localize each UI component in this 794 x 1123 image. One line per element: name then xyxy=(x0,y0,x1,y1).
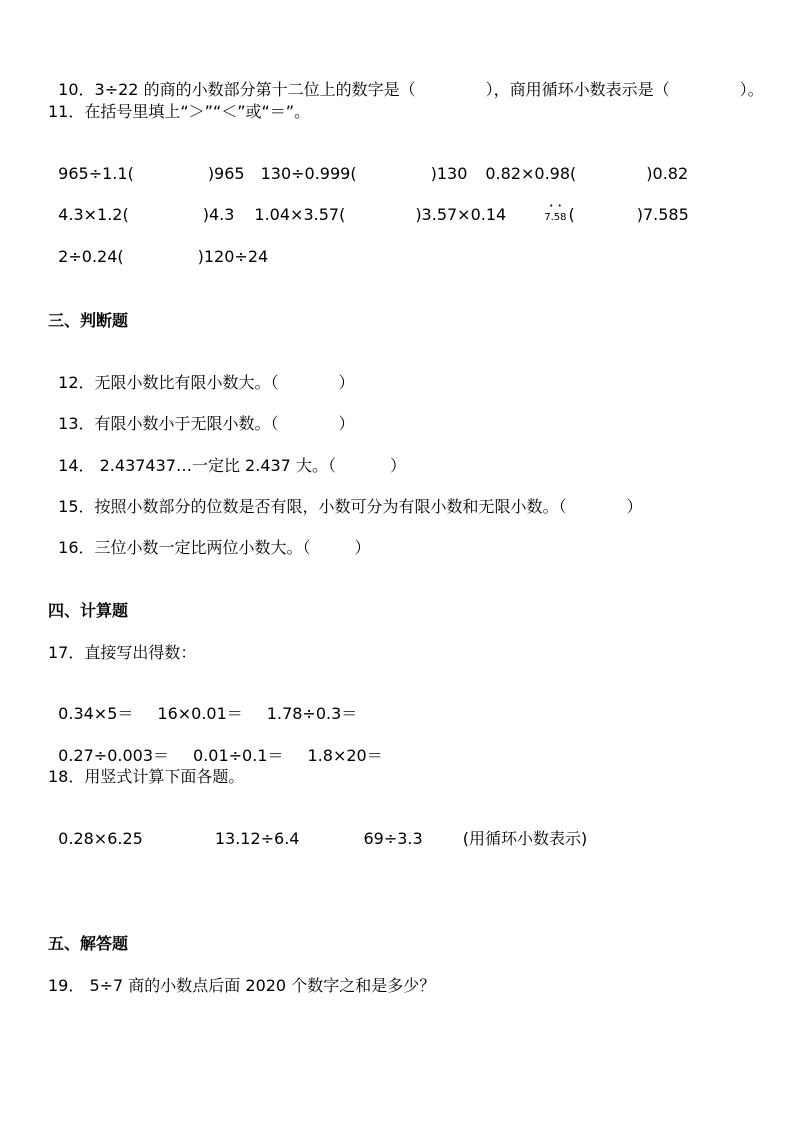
question-16 xyxy=(48,518,371,558)
q11-r2-val-3: )7.585 xyxy=(636,205,689,224)
question-11-row-1 xyxy=(48,144,688,184)
q11-r3-expr-1: 2÷0.24( xyxy=(58,247,124,266)
q18-item-1: 0.28×6.25 xyxy=(58,829,143,848)
question-17-row-2 xyxy=(48,726,383,766)
question-11-row-3 xyxy=(48,227,268,267)
section-4-heading: 四、计算题 xyxy=(48,601,129,620)
q11-r2-expr-1: 4.3×1.2( xyxy=(58,205,129,224)
repeating-decimal-number: 7.58 xyxy=(544,212,567,223)
q17-r1-item-3: 1.78÷0.3＝ xyxy=(266,704,358,723)
q11-r1-val-2: )130 xyxy=(430,164,468,183)
question-19: 19． 5÷7 商的小数点后面 2020 个数字之和是多少？ xyxy=(48,976,436,995)
question-11-title: 11．在括号里填上“＞”“＜”或“＝”。 xyxy=(48,102,311,121)
q18-item-2: 13.12÷6.4 xyxy=(214,829,300,848)
q13-text: 13．有限小数小于无限小数。（ xyxy=(58,414,279,433)
repeating-dots-icon: • • xyxy=(549,202,563,210)
q17-r2-item-1: 0.27÷0.003＝ xyxy=(58,746,170,765)
repeating-decimal-7-58 xyxy=(544,202,567,223)
question-12 xyxy=(48,353,355,393)
q11-r1-expr-1: 965÷1.1( xyxy=(58,164,134,183)
q16-close: ） xyxy=(354,538,371,557)
question-17-row-1 xyxy=(48,684,357,724)
q17-r2-item-2: 0.01÷0.1＝ xyxy=(193,746,284,765)
q11-r3-val-1: )120÷24 xyxy=(197,247,269,266)
q18-note: (用循环小数表示) xyxy=(462,829,588,848)
q17-r1-item-1: 0.34×5＝ xyxy=(58,704,134,723)
q15-close: ） xyxy=(626,497,643,516)
section-3-heading: 三、判断题 xyxy=(48,311,129,330)
q10-text-b: ），商用循环小数表示是（ xyxy=(485,80,670,99)
q11-r1-val-3: )0.82 xyxy=(646,164,689,183)
q11-r1-expr-2: 130÷0.999( xyxy=(260,164,357,183)
question-13 xyxy=(48,394,355,434)
q18-item-3: 69÷3.3 xyxy=(363,829,423,848)
question-10 xyxy=(48,60,764,100)
q10-text-a: 10．3÷22 的商的小数部分第十二位上的数字是（ xyxy=(58,80,416,99)
section-5-heading: 五、解答题 xyxy=(48,934,129,953)
q14-text: 14． 2.437437…一定比 2.437 大。（ xyxy=(58,456,336,475)
q12-text: 12．无限小数比有限小数大。（ xyxy=(58,373,279,392)
q14-close: ） xyxy=(389,456,406,475)
q11-r2-val-1: )4.3 xyxy=(202,205,235,224)
question-18-row xyxy=(48,809,587,849)
q10-text-c: ）。 xyxy=(739,80,764,99)
q11-r1-val-1: )965 xyxy=(207,164,245,183)
q11-r2-open: ( xyxy=(568,205,575,224)
question-17-title: 17．直接写出得数： xyxy=(48,643,197,662)
q11-r2-expr-2: 1.04×3.57( xyxy=(254,205,346,224)
question-15 xyxy=(48,477,643,517)
q15-text: 15．按照小数部分的位数是否有限，小数可分为有限小数和无限小数。（ xyxy=(58,497,567,516)
q11-r2-val-2: )3.57×0.14 xyxy=(415,205,507,224)
q12-close: ） xyxy=(338,373,355,392)
q17-r1-item-2: 16×0.01＝ xyxy=(157,704,243,723)
q11-r1-expr-3: 0.82×0.98( xyxy=(485,164,577,183)
q13-close: ） xyxy=(338,414,355,433)
question-14 xyxy=(48,436,406,476)
q16-text: 16．三位小数一定比两位小数大。（ xyxy=(58,538,311,557)
q17-r2-item-3: 1.8×20＝ xyxy=(307,746,383,765)
question-18-title: 18．用竖式计算下面各题。 xyxy=(48,767,245,786)
question-11-row-2 xyxy=(48,185,689,225)
